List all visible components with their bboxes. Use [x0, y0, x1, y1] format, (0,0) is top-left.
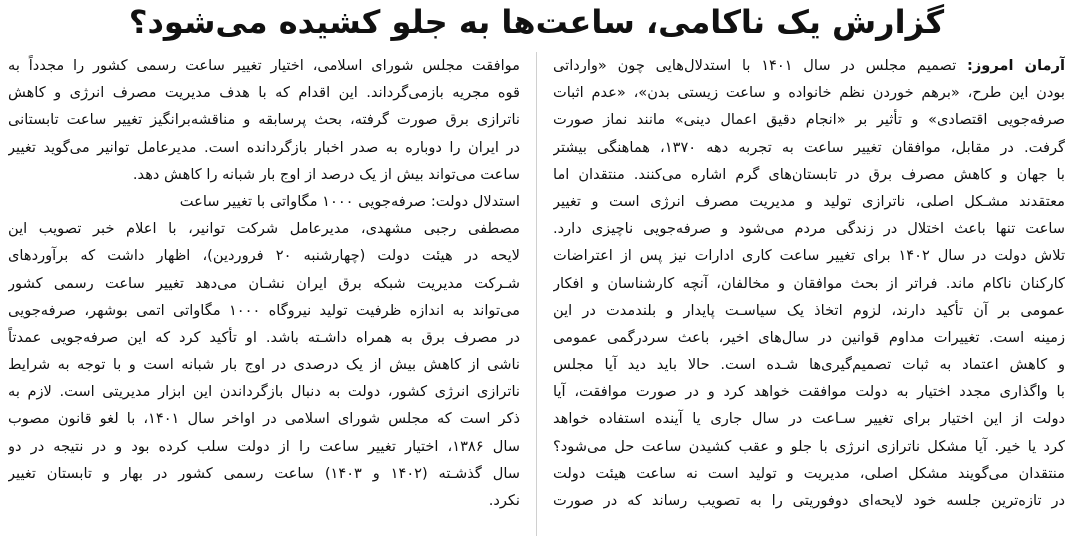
source-label: آرمان امروز: — [967, 57, 1065, 74]
article-line: سال ۱۳۸۶، اختیار تغییر ساعت را از دولت سلب کرده بود و در نتیجه در دو — [8, 437, 520, 455]
article-line: ناترازی انرژی کشور، دولت به دنبال بازگرداندن این ابزار مدیریتی است. لازم به — [8, 383, 520, 401]
article-line: زمینه است. تغییرات مداوم قوانین در سال‌های اخیر، باعث سردرگمی عمومی — [553, 328, 1065, 346]
article-line: کرد یا خیر. آیا مشکل ناترازی انرژی با جلو و عقب کشیدن ساعت حل می‌شود؟ — [553, 437, 1065, 455]
article-line: ساعت تنها باعث اختلال در زندگی مردم می‌شود و صرفه‌جویی ناچیزی دارد. — [553, 220, 1065, 238]
article-line: مصطفی رجبی مشهدی، مدیرعامل شرکت توانیر، با اعلام خبر تصویب این — [8, 220, 520, 238]
section-subhead: استدلال دولت: صرفه‌جویی ۱۰۰۰ مگاواتی با تغییر ساعت — [179, 192, 520, 210]
article-line: تلاش دولت در سال ۱۴۰۲ برای تغییر ساعت کاری ادارات نیز پس از اعتراضات — [553, 247, 1065, 265]
article-line: با جهان و کاهش مصرف برق در تابستان‌های گرم اشاره می‌کنند. منتقدان اما — [553, 165, 1065, 183]
article-line — [553, 52, 1065, 79]
article-line: کارکنان ناکام ماند. فراتر از بحث موافقان و مخالفان، آنچه کارشناسان و افکار — [553, 274, 1065, 292]
article-line: ناترازی برق صورت گرفته، بحث پرسابقه و مناقشه‌برانگیز تغییر ساعت تابستانی — [8, 111, 520, 129]
article-line: در تازه‌ترین جلسه خود لایحه‌ای دوفوریتی را به تصویب رساند که در صورت — [553, 492, 1065, 509]
article-line: ساعت می‌تواند بیش از یک درصد از اوج بار شبانه را کاهش دهد. — [132, 165, 520, 183]
article-line: منتقدان می‌گویند مشکل اصلی، مدیریت و تولید است نه ساعت هیئت دولت — [553, 464, 1065, 482]
article-line: دولت از این اختیار برای تغییر سـاعت در سال جاری یا آینده استفاده خواهد — [553, 410, 1065, 428]
article-line: ناشی از کاهش بیش از یک درصدی در اوج بار شبانه است و با توجه به شرایط — [8, 356, 520, 374]
article-line: گرفت. در مقابل، موافقان تغییر ساعت به تجربه دهه ۱۳۷۰، هماهنگی بیشتر — [553, 138, 1065, 156]
left-column — [8, 52, 520, 514]
article-line: قوه مجریه بازمی‌گرداند. این اقدام که با هدف مدیریت مصرف انرژی و کاهش — [8, 84, 520, 102]
article-line: و کاهش اعتماد به ثبات تصمیم‌گیری‌ها شـده است. حالا باید دید آیا مجلس — [553, 356, 1065, 374]
article-line: ذکر است که مجلس شورای اسلامی در اواخر سال ۱۴۰۱، با لغو قانون مصوب — [8, 410, 520, 428]
article-line-text: تصمیم مجلس در سال ۱۴۰۱ با استدلال‌هایی چون «وارداتی — [553, 57, 968, 74]
article-line: صرفه‌جویی اقتصادی» و تأثیر بر «انجام دقیق اعمال دینی» مانند نماز صورت — [553, 111, 1065, 129]
headline: گزارش یک ناکامی، ساعت‌ها به جلو کشیده می‌شود؟ — [128, 3, 945, 41]
article-line: نکرد. — [488, 492, 520, 509]
article-line: در مصرف برق به همراه داشـته باشد. او تأکید کرد که این صرفه‌جویی عمدتاً — [8, 328, 520, 346]
article-line: موافقت مجلس شورای اسلامی، اختیار تغییر ساعت رسمی کشور را مجدداً به — [8, 57, 520, 74]
article-line: سال گذشـته (۱۴۰۲ و ۱۴۰۳) ساعت رسمی کشور در بهار و تابستان تغییر — [8, 464, 520, 482]
right-column — [553, 52, 1065, 514]
article-line: در ایران را دوباره به صدر اخبار بازگردانده است. مدیرعامل توانیر می‌گوید تغییر — [8, 138, 520, 156]
article-line: معتقدند مشـکل اصلی، ناترازی تولید و مدیریت مصرف انرژی است و تغییر — [553, 192, 1065, 210]
article-line: عمومی بر آن تأکید دارند، لزوم اتخاذ یک سیاسـت پایدار و بلندمدت در این — [553, 301, 1065, 319]
column-divider — [536, 52, 537, 536]
article-line: با واگذاری مجدد اختیار به دولت موافقت خواهد کرد و در صورت موافقت، آیا — [553, 383, 1065, 401]
article-line: شـرکت مدیریت شبکه برق ایران نشـان می‌دهد تغییر ساعت رسمی کشور — [8, 274, 520, 292]
article-line: بودن این طرح، «برهم خوردن نظم خانواده و ساعت زیستی بدن»، «عدم اثبات — [553, 84, 1065, 102]
article-line: می‌تواند به اندازه ظرفیت تولید نیروگاه ۱۰۰۰ مگاواتی اتمی بوشهر، صرفه‌جویی — [8, 301, 520, 319]
article-line: لایحه در هیئت دولت (چهارشنبه ۲۰ فروردین)، اظهار داشت که برآوردهای — [8, 247, 520, 265]
